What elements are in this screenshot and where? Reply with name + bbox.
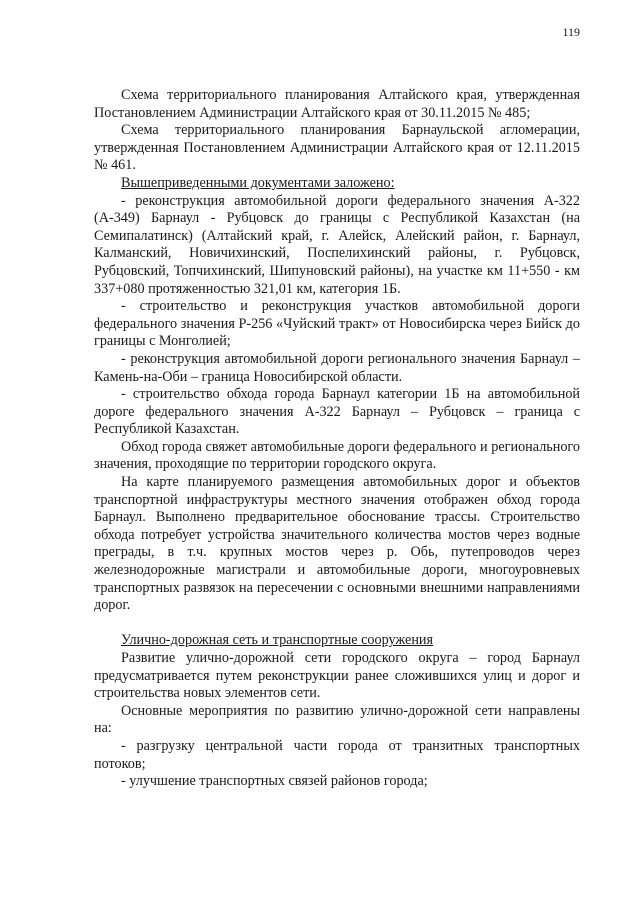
paragraph: Развитие улично-дорожной сети городского округа – город Барнаул предусматривается путем реконструкции ранее сложившихся улиц и дорог и строительства новых элементов сети. xyxy=(94,650,580,702)
paragraph: - улучшение транспортных связей районов города; xyxy=(121,773,428,790)
paragraph: Основные мероприятия по развитию улично-дорожной сети направлены на: xyxy=(94,702,580,737)
paragraph: - реконструкция автомобильной дороги регионального значения Барнаул – Камень-на-Оби – граница Новосибирской области. xyxy=(94,350,580,385)
spacer xyxy=(94,615,580,633)
document-body xyxy=(94,87,580,791)
paragraph: Схема территориального планирования Алтайского края, утвержденная Постановлением Администрации Алтайского края от 30.11.2015 № 485; xyxy=(94,87,580,121)
section-heading-text: Улично-дорожная сеть и транспортные сооружения xyxy=(121,632,434,649)
paragraph: - реконструкция автомобильной дороги федерального значения А-322 (А-349) Барнаул - Рубцовск до границы с Республикой Казахстан (на Семипалатинск) (Алтайский край, г. Алейск, Алейский район, г. Барнаул, Калманский, Новичихинский, Поспелихинский районы, г. Рубцовск, Рубцовский, Топчихинский, Шипуновский районы), на участке км 11+550 - км 337+080 протяженностью 321,01 км, категория 1Б. xyxy=(94,192,580,297)
paragraph: - строительство и реконструкция участков автомобильной дороги федерального значения Р-256 «Чуйский тракт» от Новосибирска через Бийск до границы с Монголией; xyxy=(94,298,580,350)
paragraph: На карте планируемого размещения автомобильных дорог и объектов транспортной инфраструктуры местного значения отображен обход города Барнаул. Выполнено предварительное обоснование трассы. Строительство обхода потребует устройства значительного количества мостов через водные преграды, в т.ч. крупных мостов через р. Обь, путепроводов через железнодорожные магистрали и автомобильные дороги, многоуровневых транспортных развязок на пересечении с основными внешними направлениями дорог. xyxy=(94,474,580,614)
underlined-lead-in: Вышеприведенными документами заложено: xyxy=(121,174,395,191)
section-heading xyxy=(94,632,580,650)
paragraph: - разгрузку центральной части города от транзитных транспортных потоков; xyxy=(94,737,580,772)
paragraph: Схема территориального планирования Барнаульской агломерации, утвержденная Постановлением Администрации Алтайского края от 12.11.2015 № 461. xyxy=(94,122,580,174)
page-number: 119 xyxy=(562,25,580,39)
paragraph-heading xyxy=(94,175,580,193)
paragraph: - строительство обхода города Барнаул категории 1Б на автомобильной дороге федерального значения А-322 Барнаул – Рубцовск – граница с Республикой Казахстан. xyxy=(94,386,580,438)
paragraph: Обход города свяжет автомобильные дороги федерального и регионального значения, проходящие по территории городского округа. xyxy=(94,438,580,473)
